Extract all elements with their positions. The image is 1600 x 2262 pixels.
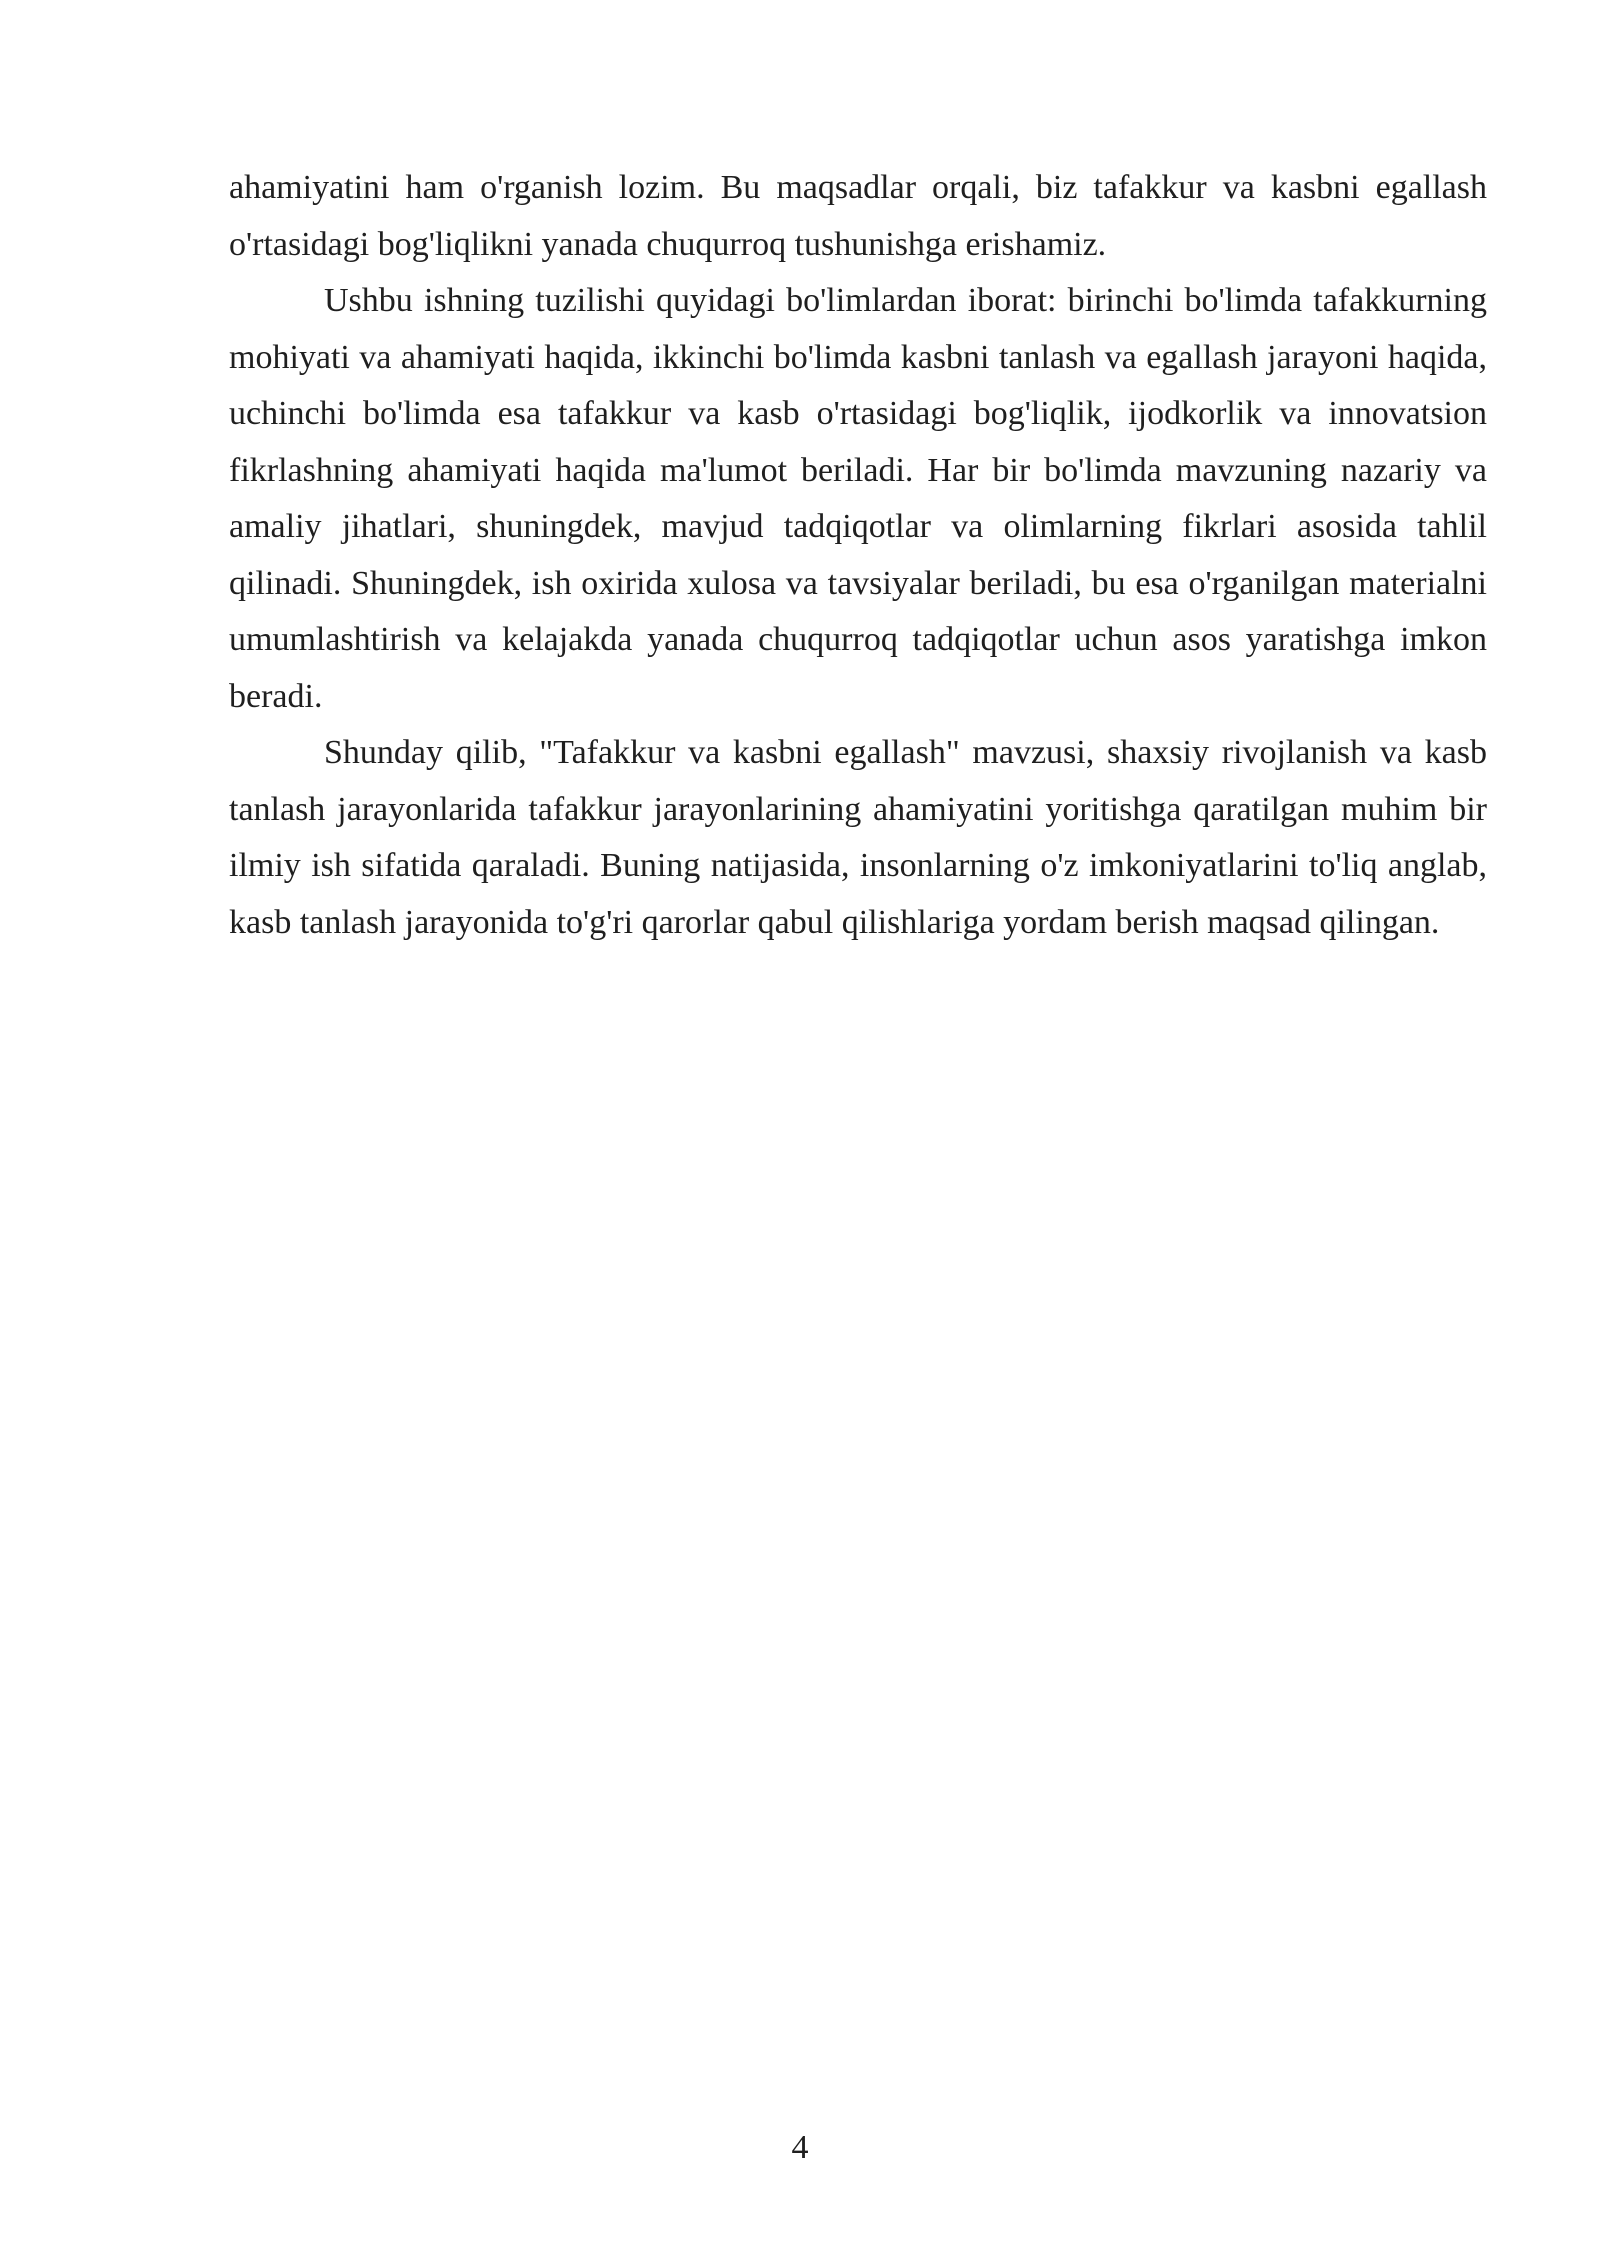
paragraph-continuation: ahamiyatini ham o'rganish lozim. Bu maqsadlar orqali, biz tafakkur va kasbni egallash o'rtasidagi bog'liqlikni yanada chuqurroq tushunishga erishamiz.	[229, 169, 1487, 263]
paragraph-conclusion: Shunday qilib, "Tafakkur va kasbni egallash" mavzusi, shaxsiy rivojlanish va kasb tanlash jarayonlarida tafakkur jarayonlarining ahamiyatini yoritishga qaratilgan muhim bir ilmiy ish sifatida qaraladi. Buning natijasida, insonlarning o'z imkoniyatlarini to'liq anglab, kasb tanlash jarayonida to'g'ri qarorlar qabul qilishlariga yordam berish maqsad qilingan.	[229, 734, 1487, 941]
paragraph-structure: Ushbu ishning tuzilishi quyidagi bo'limlardan iborat: birinchi bo'limda tafakkurning mohiyati va ahamiyati haqida, ikkinchi bo'limda kasbni tanlash va egallash jarayoni haqida, uchinchi bo'limda esa tafakkur va kasb o'rtasidagi bog'liqlik, ijodkorlik va innovatsion fikrlashning ahamiyati haqida ma'lumot beriladi. Har bir bo'limda mavzuning nazariy va amaliy jihatlari, shuningdek, mavjud tadqiqotlar va olimlarning fikrlari asosida tahlil qilinadi. Shuningdek, ish oxirida xulosa va tavsiyalar beriladi, bu esa o'rganilgan materialni umumlashtirish va kelajakda yanada chuqurroq tadqiqotlar uchun asos yaratishga imkon beradi.	[229, 282, 1487, 715]
page-number: 4	[791, 2129, 809, 2166]
document-body	[229, 160, 1487, 951]
